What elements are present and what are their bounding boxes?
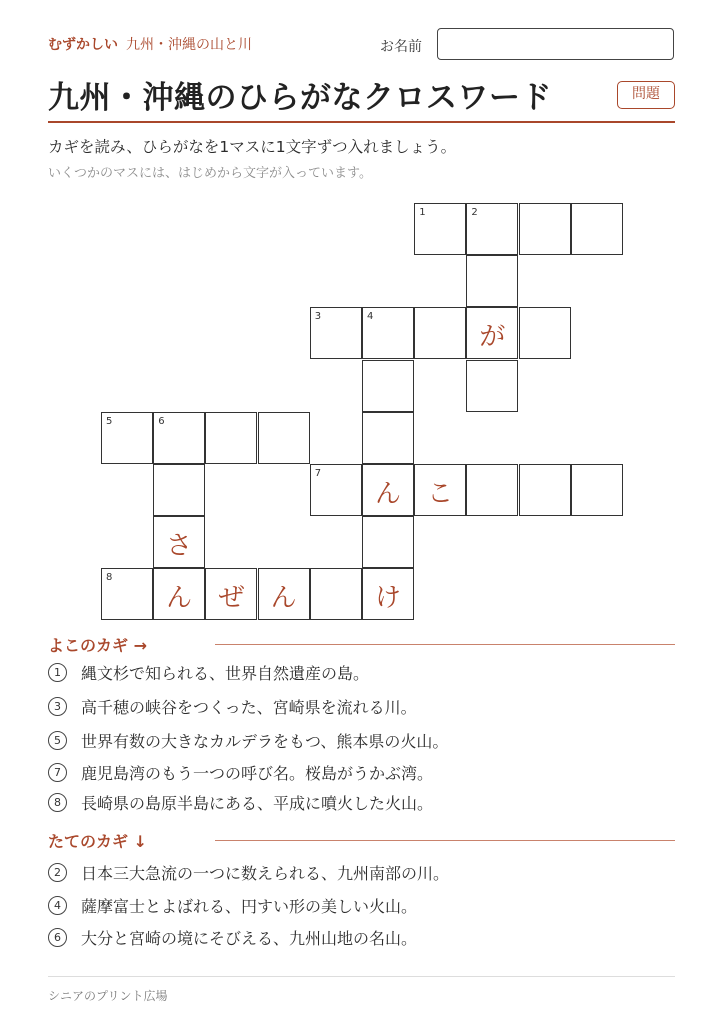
- cell-number: 3: [314, 311, 322, 323]
- clue-text: 大分と宮崎の境にそびえる、九州山地の名山。: [81, 929, 418, 948]
- cell-number: 1: [419, 207, 426, 218]
- grid-cell[interactable]: [101, 568, 153, 620]
- instruction-main: カギを読み、ひらがなを1マスに1文字ずつ入れましょう。: [48, 138, 457, 156]
- clue-number: 7: [48, 763, 67, 782]
- cell-number: 4: [367, 311, 374, 323]
- cell-letter: ん: [270, 583, 297, 614]
- clue-text: 薩摩富士とよばれる、円すい形の美しい火山。: [81, 897, 418, 916]
- name-field[interactable]: [437, 28, 674, 60]
- clue-text: 縄文杉で知られる、世界自然遺産の島。: [81, 664, 370, 683]
- clue-number: 5: [48, 731, 67, 750]
- footer-text: シニアのプリント広場: [48, 989, 168, 1003]
- topic-label: 九州・沖縄の山と川: [126, 37, 252, 53]
- cell-number: 6: [158, 415, 165, 427]
- problem-badge: 問題: [617, 81, 675, 109]
- clue-down-6: [48, 926, 417, 949]
- grid-cell[interactable]: [101, 412, 153, 464]
- grid-cell[interactable]: [414, 464, 466, 516]
- header-tag: [48, 34, 252, 54]
- grid-cell[interactable]: [362, 307, 414, 359]
- grid-cell[interactable]: [362, 360, 414, 412]
- grid-cell[interactable]: [466, 307, 518, 359]
- clue-down-2: [48, 861, 449, 884]
- cell-letter: が: [479, 322, 506, 353]
- grid-cell[interactable]: [571, 203, 623, 255]
- clue-number: 2: [48, 863, 67, 882]
- footer-divider: [48, 976, 675, 977]
- clue-text: 鹿児島湾のもう一つの呼び名。桜島がうかぶ湾。: [81, 764, 434, 783]
- grid-cell[interactable]: [310, 568, 362, 620]
- cell-number: 8: [106, 572, 113, 584]
- cell-letter: け: [374, 583, 401, 614]
- cell-letter: ん: [166, 583, 193, 614]
- grid-cell[interactable]: [362, 412, 414, 464]
- grid-cell[interactable]: [414, 307, 466, 359]
- cell-letter: さ: [166, 531, 193, 562]
- clue-text: 日本三大急流の一つに数えられる、九州南部の川。: [81, 864, 450, 883]
- cell-number: 2: [471, 207, 478, 218]
- clue-across-8: [48, 791, 433, 814]
- grid-cell[interactable]: [310, 464, 362, 516]
- grid-cell[interactable]: [153, 464, 205, 516]
- grid-cell[interactable]: [258, 568, 310, 620]
- grid-cell[interactable]: [466, 255, 518, 307]
- cell-number: 7: [314, 468, 322, 479]
- grid-cell[interactable]: [205, 568, 257, 620]
- down-heading: たてのカギ ↓: [48, 832, 147, 851]
- cell-letter: ぜ: [218, 583, 245, 614]
- cell-letter: こ: [427, 479, 454, 509]
- grid-cell[interactable]: [362, 568, 414, 620]
- grid-cell[interactable]: [519, 203, 571, 255]
- instruction-sub: いくつかのマスには、はじめから文字が入っています。: [48, 166, 372, 181]
- clue-across-1: [48, 661, 369, 684]
- grid-cell[interactable]: [258, 412, 310, 464]
- clue-text: 高千穂の峡谷をつくった、宮崎県を流れる川。: [81, 698, 417, 717]
- clue-across-5: [48, 729, 448, 752]
- page-title: 九州・沖縄のひらがなクロスワード: [48, 80, 552, 116]
- clue-number: 6: [48, 928, 67, 947]
- clue-across-7: [48, 761, 433, 784]
- across-heading: よこのカギ →: [48, 636, 147, 655]
- clue-number: 1: [48, 663, 67, 682]
- grid-cell[interactable]: [153, 568, 205, 620]
- grid-cell[interactable]: [153, 412, 205, 464]
- cell-letter: ん: [374, 479, 401, 509]
- grid-cell[interactable]: [362, 516, 414, 568]
- grid-cell[interactable]: [205, 412, 257, 464]
- name-label: お名前: [380, 39, 422, 55]
- grid-cell[interactable]: [571, 464, 623, 516]
- title-divider: [48, 121, 675, 123]
- clue-number: 4: [48, 896, 67, 915]
- grid-cell[interactable]: [153, 516, 205, 568]
- clue-number: 3: [48, 697, 67, 716]
- down-divider: [215, 840, 675, 841]
- clue-down-4: [48, 894, 417, 917]
- clue-text: 長崎県の島原半島にある、平成に噴火した火山。: [81, 794, 434, 813]
- clue-across-3: [48, 695, 417, 718]
- clue-number: 8: [48, 793, 67, 812]
- clue-text: 世界有数の大きなカルデラをもつ、熊本県の火山。: [81, 732, 449, 751]
- grid-cell[interactable]: [466, 464, 518, 516]
- grid-cell[interactable]: [519, 307, 571, 359]
- grid-cell[interactable]: [466, 203, 518, 255]
- across-divider: [215, 644, 675, 645]
- difficulty-label: むずかしい: [48, 37, 118, 53]
- grid-cell[interactable]: [519, 464, 571, 516]
- grid-cell[interactable]: [362, 464, 414, 516]
- grid-cell[interactable]: [310, 307, 362, 359]
- grid-cell[interactable]: [466, 360, 518, 412]
- grid-cell[interactable]: [414, 203, 466, 255]
- cell-number: 5: [106, 415, 113, 427]
